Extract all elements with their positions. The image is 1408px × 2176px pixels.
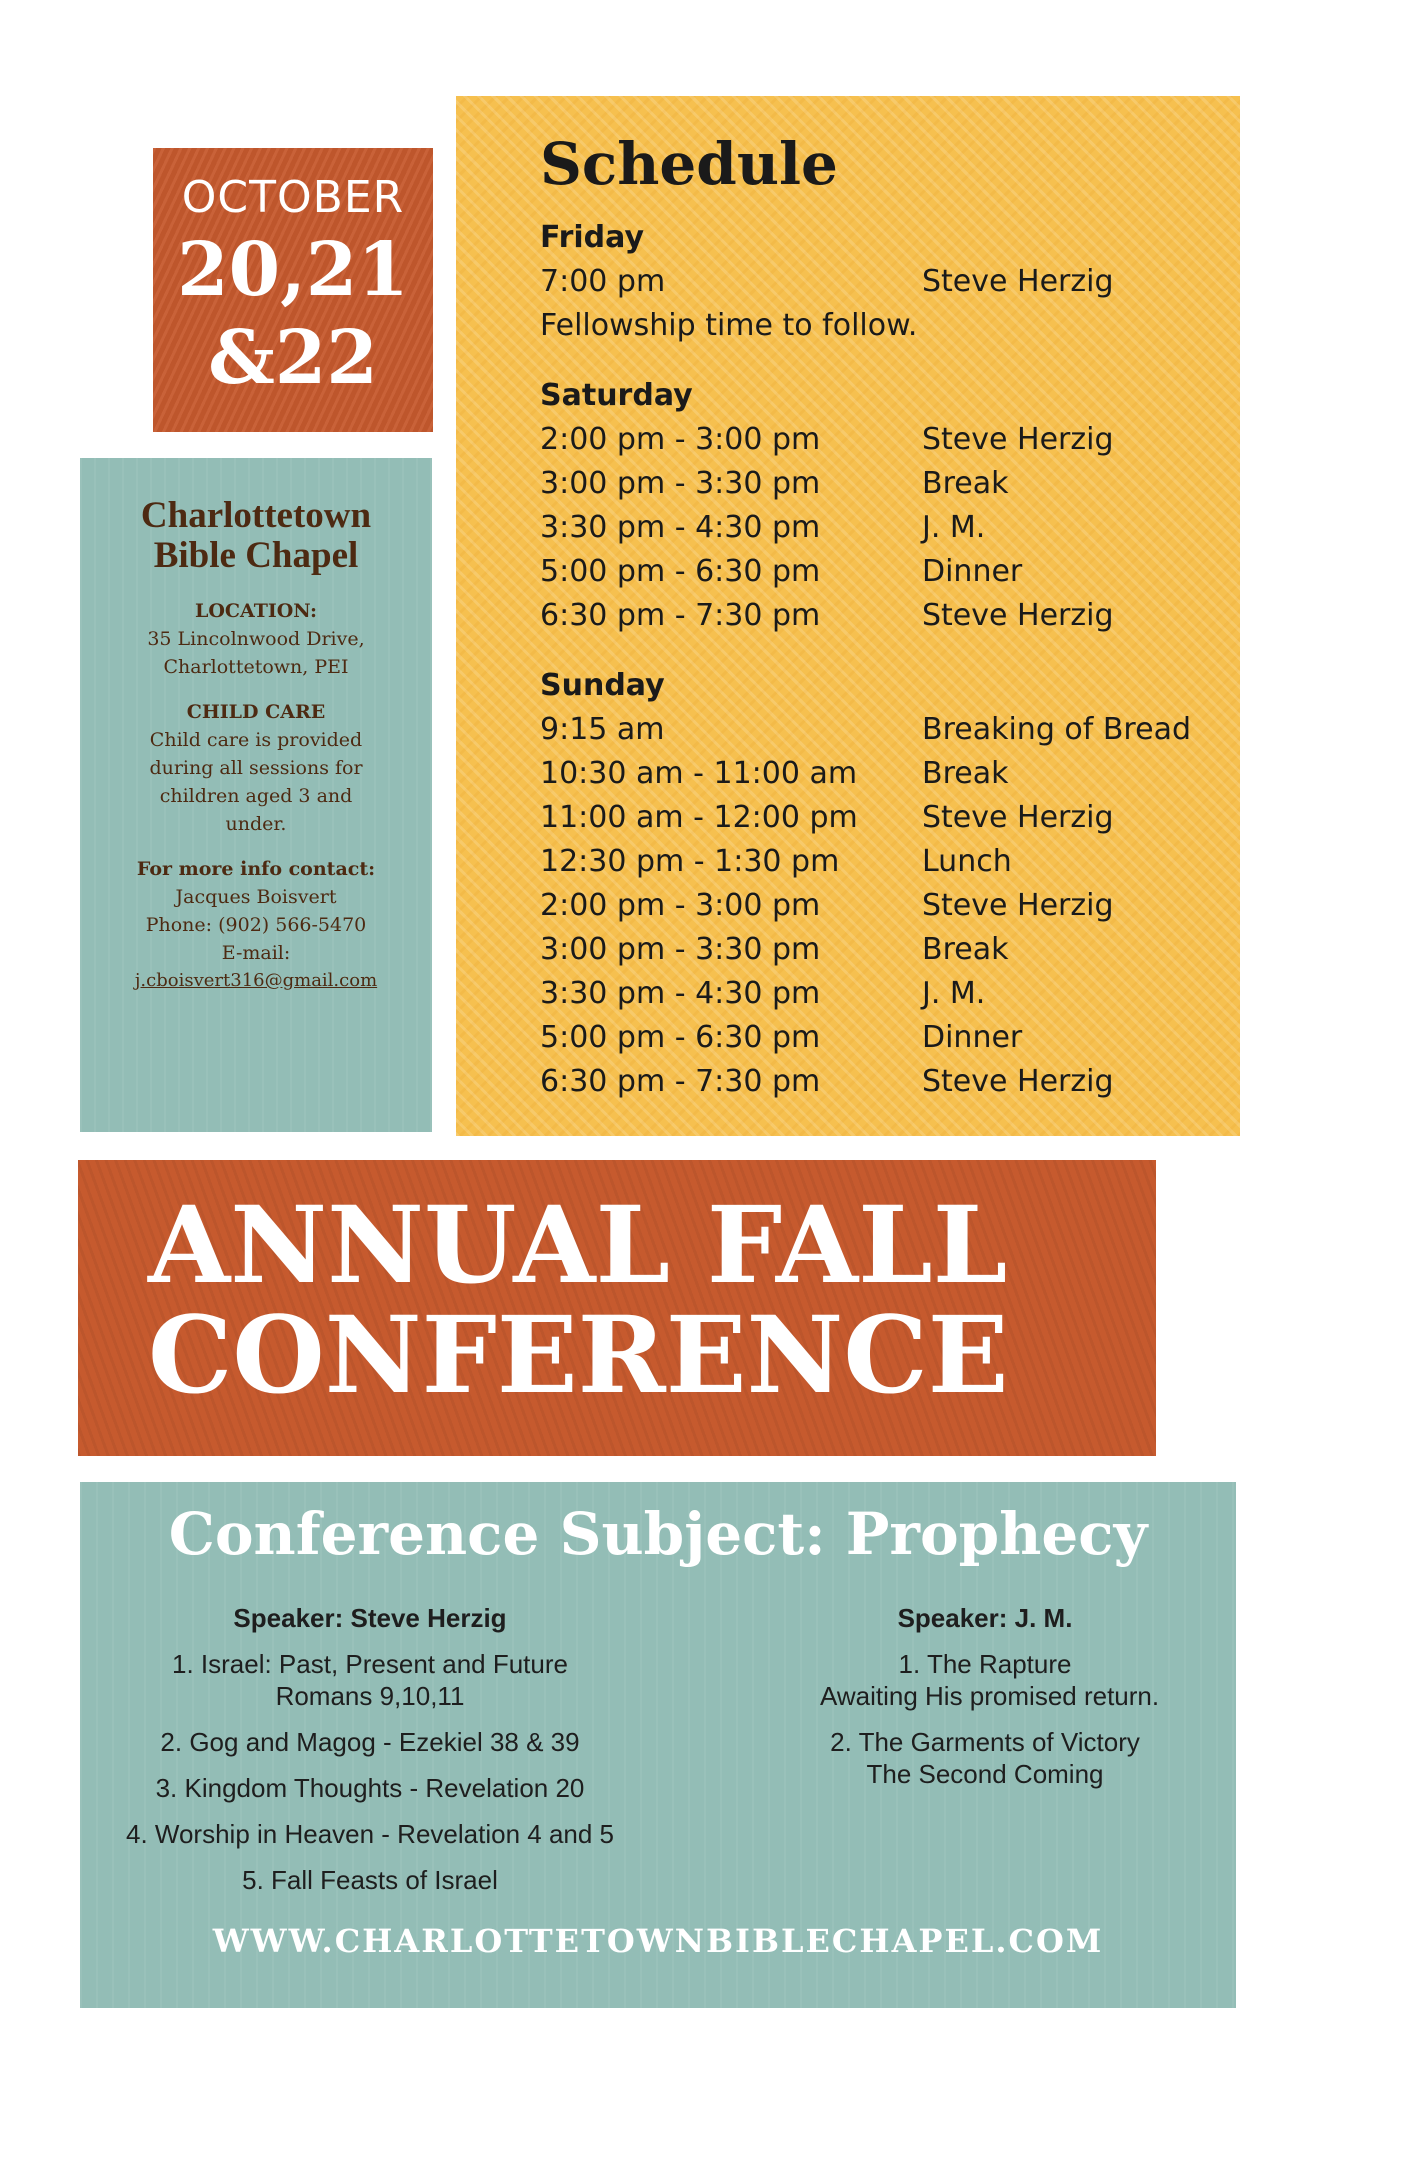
- schedule-title: Schedule: [540, 130, 838, 198]
- schedule-row: [540, 932, 1200, 972]
- talk-title: 5. Fall Feasts of Israel: [242, 1865, 498, 1895]
- schedule-time: 6:30 pm - 7:30 pm: [540, 1064, 821, 1099]
- schedule-row: [540, 800, 1200, 840]
- speaker1-column: [120, 1602, 620, 1910]
- talk-title: 2. Gog and Magog - Ezekiel 38 & 39: [160, 1727, 580, 1757]
- schedule-item: Break: [922, 756, 1009, 791]
- schedule-row: [540, 976, 1200, 1016]
- schedule-panel: [456, 96, 1240, 1136]
- schedule-row: [540, 466, 1200, 506]
- talk-item: [120, 1818, 620, 1850]
- talk-title: 4. Worship in Heaven - Revelation 4 and 5: [125, 1819, 615, 1849]
- schedule-row: [540, 712, 1200, 752]
- chapel-name-line1: Charlottetown: [140, 495, 372, 536]
- schedule-time: 3:30 pm - 4:30 pm: [540, 976, 821, 1011]
- speaker1-name: Speaker: Steve Herzig: [233, 1603, 507, 1633]
- schedule-item: Steve Herzig: [922, 800, 1114, 835]
- schedule-time: 3:30 pm - 4:30 pm: [540, 510, 821, 545]
- email-link[interactable]: j.cboisvert316@gmail.com: [134, 970, 378, 991]
- schedule-item: Steve Herzig: [922, 1064, 1114, 1099]
- day-friday: Friday: [540, 220, 645, 255]
- schedule-item: Break: [922, 466, 1009, 501]
- schedule-time: 11:00 am - 12:00 pm: [540, 800, 858, 835]
- schedule-item: Break: [922, 932, 1009, 967]
- talk-item: [120, 1864, 620, 1896]
- talk-item: [120, 1726, 620, 1758]
- schedule-time: 2:00 pm - 3:00 pm: [540, 888, 821, 923]
- childcare-line: during all sessions for: [149, 757, 363, 779]
- title-line1: ANNUAL FALL: [148, 1182, 1008, 1307]
- conference-title-banner: [78, 1160, 1156, 1456]
- schedule-item: J. M.: [922, 976, 986, 1011]
- schedule-item: Steve Herzig: [922, 422, 1114, 457]
- schedule-row: [540, 844, 1200, 884]
- contact-name: Jacques Boisvert: [175, 886, 337, 908]
- contact-heading: For more info contact:: [136, 858, 376, 880]
- talk-item: [120, 1772, 620, 1804]
- subject-title: Conference Subject: Prophecy: [168, 1500, 1148, 1568]
- title-line2: CONFERENCE: [148, 1292, 1009, 1417]
- chapel-name: [80, 496, 432, 576]
- chapel-info-panel: [80, 458, 432, 1132]
- fellowship-note: Fellowship time to follow.: [540, 308, 918, 343]
- schedule-row: [540, 598, 1200, 638]
- website-link[interactable]: WWW.CHARLOTTETOWNBIBLECHAPEL.COM: [212, 1922, 1104, 1960]
- schedule-item: Dinner: [922, 554, 1023, 589]
- talk-title: 2. The Garments of Victory: [830, 1727, 1140, 1757]
- subject-panel: [80, 1482, 1236, 2008]
- schedule-item: J. M.: [922, 510, 986, 545]
- day-sunday: Sunday: [540, 668, 665, 703]
- schedule-time: 6:30 pm - 7:30 pm: [540, 598, 821, 633]
- schedule-time: 9:15 am: [540, 712, 665, 747]
- talk-item: [820, 1648, 1160, 1712]
- childcare-heading: CHILD CARE: [186, 701, 326, 723]
- childcare-line: under.: [225, 813, 287, 835]
- schedule-row: [540, 264, 1200, 304]
- schedule-row: [540, 1020, 1200, 1060]
- chapel-name-line2: Bible Chapel: [153, 535, 359, 576]
- talk-title: 1. The Rapture: [898, 1649, 1072, 1679]
- location-heading: LOCATION:: [194, 600, 317, 622]
- schedule-row: [540, 1064, 1200, 1104]
- schedule-row: [540, 510, 1200, 550]
- day-saturday: Saturday: [540, 378, 693, 413]
- schedule-item: Steve Herzig: [922, 598, 1114, 633]
- schedule-time: 3:00 pm - 3:30 pm: [540, 932, 821, 967]
- schedule-item: Lunch: [922, 844, 1012, 879]
- date-days: 20,21: [177, 227, 409, 313]
- schedule-item: Breaking of Bread: [922, 712, 1191, 747]
- schedule-item: Steve Herzig: [922, 888, 1114, 923]
- date-last-day: &22: [208, 315, 378, 401]
- talk-subtitle: Awaiting His promised return.: [820, 1681, 1160, 1711]
- schedule-row: [540, 756, 1200, 796]
- schedule-time: 2:00 pm - 3:00 pm: [540, 422, 821, 457]
- contact-phone: Phone: (902) 566-5470: [145, 914, 367, 936]
- address-line2: Charlottetown, PEI: [163, 656, 349, 678]
- speaker2-name: Speaker: J. M.: [897, 1603, 1073, 1633]
- schedule-item: Dinner: [922, 1020, 1023, 1055]
- schedule-row: [540, 888, 1200, 928]
- schedule-time: 3:00 pm - 3:30 pm: [540, 466, 821, 501]
- email-label: E-mail:: [221, 942, 291, 964]
- schedule-item: Steve Herzig: [922, 264, 1114, 299]
- schedule-time: 10:30 am - 11:00 am: [540, 756, 858, 791]
- schedule-time: 5:00 pm - 6:30 pm: [540, 1020, 821, 1055]
- speaker2-column: [820, 1602, 1160, 1804]
- schedule-row: [540, 422, 1200, 462]
- childcare-line: children aged 3 and: [159, 785, 353, 807]
- schedule-time: 7:00 pm: [540, 264, 666, 299]
- childcare-line: Child care is provided: [149, 729, 363, 751]
- talk-subtitle: The Second Coming: [866, 1759, 1104, 1789]
- schedule-row: [540, 554, 1200, 594]
- talk-subtitle: Romans 9,10,11: [275, 1681, 465, 1711]
- schedule-time: 12:30 pm - 1:30 pm: [540, 844, 840, 879]
- schedule-time: 5:00 pm - 6:30 pm: [540, 554, 821, 589]
- talk-item: [820, 1726, 1150, 1790]
- talk-item: [120, 1648, 620, 1712]
- date-month: OCTOBER: [181, 172, 405, 223]
- date-panel: [153, 148, 433, 432]
- address-line1: 35 Lincolnwood Drive,: [147, 628, 365, 650]
- talk-title: 3. Kingdom Thoughts - Revelation 20: [155, 1773, 585, 1803]
- talk-title: 1. Israel: Past, Present and Future: [172, 1649, 568, 1679]
